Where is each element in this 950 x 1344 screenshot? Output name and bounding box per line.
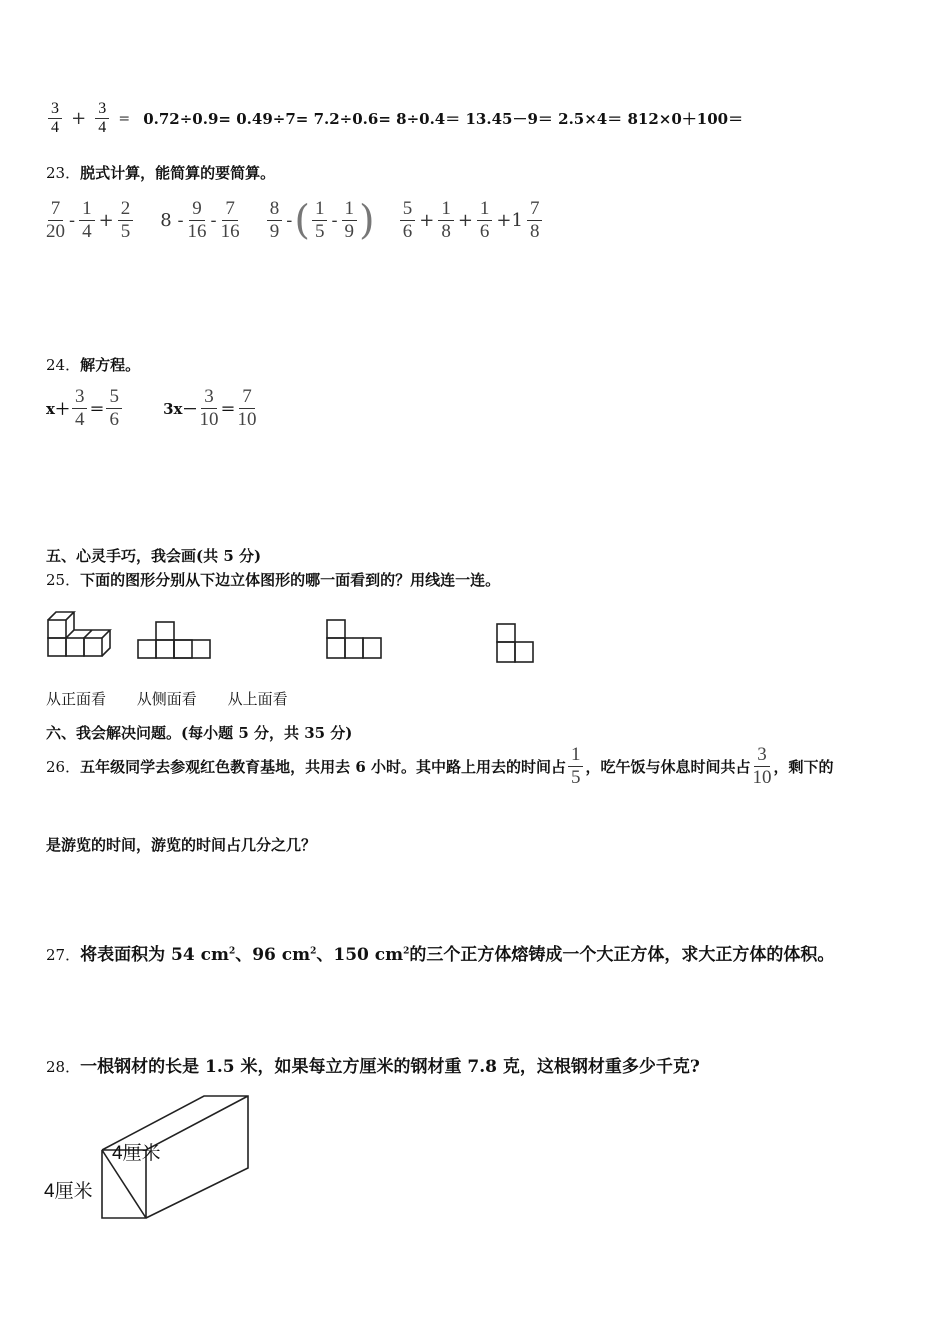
denominator: 6	[402, 220, 413, 242]
fraction	[79, 198, 95, 243]
denominator: 5	[120, 220, 131, 242]
denominator: 9	[344, 220, 355, 242]
equation-1	[46, 386, 124, 430]
numerator: 3	[201, 386, 217, 409]
question-number: 27．	[46, 946, 81, 964]
operator: -	[69, 209, 76, 231]
superscript: 2	[403, 946, 410, 957]
question-text: 一根钢材的长是 1.5 米，如果每立方厘米的钢材重 7.8 克，这根钢材重多少千克?	[80, 1057, 700, 1077]
q24-title	[46, 354, 140, 375]
fraction	[118, 198, 134, 243]
q25-view-labels	[46, 688, 288, 709]
fraction	[95, 100, 109, 138]
fraction	[568, 744, 584, 789]
view-label: 从侧面看	[136, 690, 197, 708]
denominator: 9	[269, 220, 280, 242]
numerator: 9	[189, 198, 205, 221]
dimension-label-left: 4厘米	[44, 1181, 93, 1202]
operator: =	[118, 110, 131, 127]
question-number: 28．	[46, 1058, 81, 1076]
numerator: 1	[312, 198, 328, 221]
fraction	[72, 386, 88, 431]
q26-line1	[46, 744, 834, 789]
question-text: 、150 cm	[316, 945, 404, 965]
fraction	[188, 198, 207, 243]
calc-item: 812×0＋100＝	[627, 110, 744, 129]
section-heading-6: 六、我会解决问题。(每小题 5 分，共 35 分)	[46, 724, 353, 742]
numerator: 8	[267, 198, 283, 221]
q25-figures	[44, 600, 544, 670]
question-text: 、96 cm	[235, 945, 311, 965]
fraction	[221, 198, 240, 243]
denominator: 4	[82, 220, 92, 242]
denominator: 16	[187, 220, 207, 242]
q22-row	[46, 100, 743, 138]
fraction	[237, 386, 256, 431]
question-text: 解方程。	[80, 356, 141, 374]
solid-figure	[48, 612, 110, 656]
question-text: 将表面积为 54 cm	[80, 945, 229, 965]
denominator: 8	[529, 220, 540, 242]
denominator: 4	[98, 119, 107, 137]
view-figure-1	[138, 622, 210, 658]
equation-2	[163, 386, 258, 430]
operator: 8 -	[160, 209, 184, 231]
question-text: 的三个正方体熔铸成一个大正方体，求大正方体的体积。	[409, 945, 835, 965]
denominator: 10	[199, 408, 219, 430]
denominator: 4	[51, 119, 59, 137]
operator: +1	[496, 209, 523, 231]
q26-line2: 是游览的时间，游览的时间占几分之几？	[46, 836, 317, 854]
denominator: 6	[109, 408, 119, 430]
q27	[46, 940, 834, 965]
question-text: 下面的图形分别从下边立体图形的哪一面看到的？用线连一连。	[80, 571, 501, 589]
fraction	[267, 198, 283, 243]
operator: -	[210, 209, 217, 231]
q24-equations	[46, 386, 258, 431]
fraction	[342, 198, 358, 243]
expression-3	[265, 197, 380, 243]
fraction	[46, 198, 65, 243]
question-number: 25．	[46, 571, 81, 589]
expression-2	[158, 197, 246, 242]
section-heading-5: 五、心灵手巧，我会画(共 5 分)	[46, 547, 262, 565]
denominator: 8	[441, 220, 451, 242]
calc-item: 7.2÷0.6=	[313, 110, 391, 129]
calc-item: 0.72÷0.9=	[143, 110, 231, 129]
denominator: 10	[752, 766, 772, 788]
expression-1	[44, 197, 140, 242]
operator: ＝	[89, 399, 105, 418]
fraction	[527, 198, 543, 243]
operator: ＝	[220, 399, 236, 418]
calc-item: 8÷0.4＝	[396, 110, 461, 129]
numerator: 1	[438, 198, 454, 221]
q25-title	[46, 569, 500, 590]
question-number: 26．	[46, 757, 81, 776]
numerator: 5	[400, 198, 416, 221]
fraction	[48, 100, 62, 138]
denominator: 16	[220, 220, 240, 242]
fraction	[400, 198, 416, 243]
question-text: ，吃午饭与休息时间共占	[585, 757, 751, 776]
superscript: 2	[228, 946, 236, 957]
calc-item: 13.45－9＝	[465, 110, 553, 129]
view-label: 从上面看	[227, 690, 288, 708]
operator: +	[419, 209, 435, 231]
view-figure-3	[497, 624, 533, 662]
fraction	[438, 198, 454, 243]
view-label: 从正面看	[46, 690, 107, 708]
numerator: 7	[239, 386, 255, 409]
denominator: 5	[570, 766, 581, 788]
calc-item: 2.5×4＝	[558, 110, 623, 129]
numerator: 2	[118, 198, 134, 221]
numerator: 7	[527, 198, 543, 221]
numerator: 1	[477, 198, 493, 221]
equation-lead: 3x－	[163, 399, 198, 418]
numerator: 5	[106, 386, 122, 409]
denominator: 20	[46, 220, 65, 242]
numerator: 1	[79, 198, 95, 221]
calc-item: 0.49÷7=	[236, 110, 309, 129]
numerator: 7	[48, 198, 64, 221]
denominator: 6	[479, 220, 490, 242]
question-text: 五年级同学去参观红色教育基地，共用去 6 小时。其中路上用去的时间占	[80, 757, 566, 776]
q23-title	[46, 162, 275, 183]
numerator: 1	[568, 744, 584, 767]
equation-lead: x＋	[46, 399, 70, 418]
fraction	[199, 386, 218, 431]
numerator: 3	[754, 744, 770, 767]
q28-title	[46, 1052, 700, 1077]
operator: +	[71, 108, 87, 130]
fraction	[312, 198, 328, 243]
question-number: 24．	[46, 356, 81, 374]
q23-expressions	[44, 197, 544, 243]
operator: +	[457, 209, 473, 231]
fraction	[753, 744, 772, 789]
operator: -	[331, 209, 338, 231]
parenthesis: )	[359, 197, 375, 243]
denominator: 5	[314, 220, 325, 242]
question-text: 脱式计算，能简算的要简算。	[80, 164, 276, 182]
view-figure-2	[327, 620, 381, 658]
numerator: 3	[48, 100, 62, 119]
expression-4	[398, 197, 545, 242]
fraction	[477, 198, 493, 243]
superscript: 2	[310, 946, 317, 957]
question-number: 23．	[46, 164, 81, 182]
operator: +	[98, 209, 114, 231]
dimension-label-top: 4厘米	[112, 1143, 161, 1164]
oral-calc-items	[143, 110, 743, 128]
numerator: 3	[95, 100, 109, 119]
numerator: 3	[72, 386, 88, 409]
numerator: 1	[342, 198, 358, 221]
denominator: 4	[74, 408, 85, 430]
operator: -	[286, 209, 293, 231]
fraction	[106, 386, 122, 431]
question-text: ，剩下的	[773, 757, 834, 776]
denominator: 10	[237, 408, 257, 430]
numerator: 7	[222, 198, 238, 221]
parenthesis: (	[294, 197, 310, 243]
